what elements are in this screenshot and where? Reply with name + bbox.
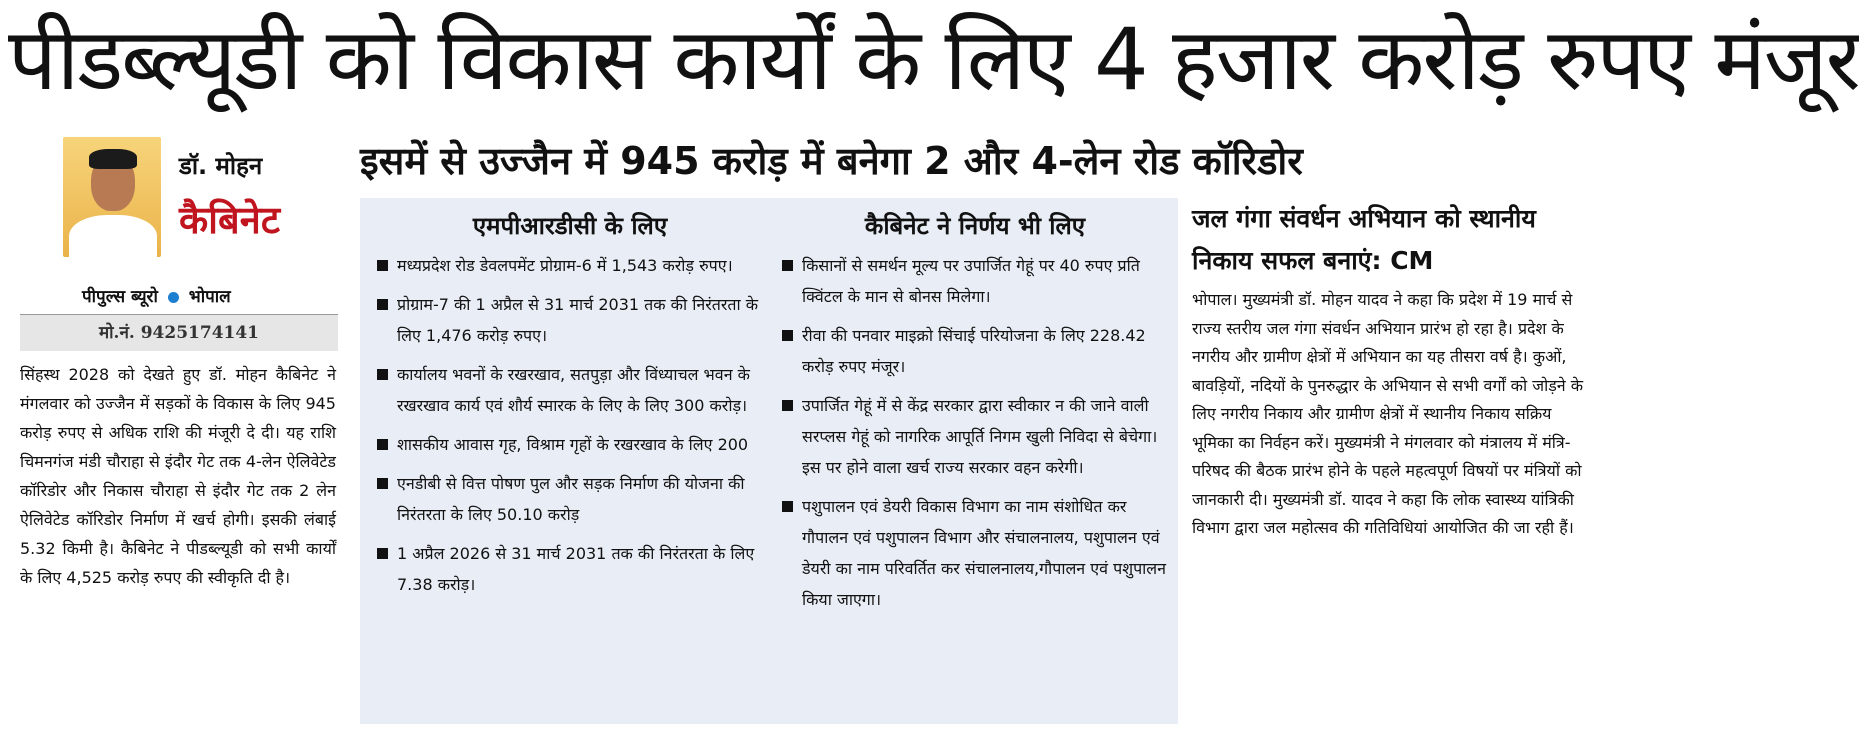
byline-city: भोपाल — [188, 287, 231, 307]
mpdrc-column — [375, 206, 765, 608]
list-item: मध्यप्रदेश रोड डेवलपमेंट प्रोग्राम-6 में 1,543 करोड़ रुपए। — [375, 250, 765, 281]
cabinet-decisions-list — [780, 250, 1170, 615]
cabinet-decisions-title: कैबिनेट ने निर्णय भी लिए — [864, 212, 1086, 240]
list-item: प्रोग्राम-7 की 1 अप्रैल से 31 मार्च 2031 तक की निरंतरता के लिए 1,476 करोड़ रुपए। — [375, 289, 765, 351]
photo-hair — [89, 149, 137, 169]
contact-number: मो.नं. 9425174141 — [20, 314, 338, 351]
cabinet-badge — [45, 135, 330, 263]
left-story-body: सिंहस्थ 2028 को देखते हुए डॉ. मोहन कैबिनेट ने मंगलवार को उज्जैन में सड़कों के विकास के लिए 945 करोड़ रुपए से अधिक राशि की मंजूरी दे दी। यह राशि चिमनगंज मंडी चौराहा से इंदौर गेट तक 4-लेन ऐलिवेटेड कॉरिडोर और निकास चौराहा से इंदौर गेट तक 2 लेन ऐलिवेटेड कॉरिडोर निर्माण में खर्च होगी। इसकी लंबाई 5.32 किमी है। कैबिनेट ने पीडब्ल्यूडी को सभी कार्यों के लिए 4,525 करोड़ रुपए की स्वीकृति दी है। — [20, 365, 337, 587]
mpdrc-title: एमपीआरडीसी के लिए — [472, 212, 668, 240]
badge-section: कैबिनेट — [179, 198, 280, 242]
list-item: कार्यालय भवनों के रखरखाव, सतपुड़ा और विंध्याचल भवन के रखरखाव कार्य एवं शौर्य स्मारक के लिए के लिए 300 करोड़। — [375, 359, 765, 421]
list-item: रीवा की पनवार माइक्रो सिंचाई परियोजना के लिए 228.42 करोड़ रुपए मंजूर। — [780, 320, 1170, 382]
byline-bureau: पीपुल्स ब्यूरो — [82, 287, 158, 307]
list-item: किसानों से समर्थन मूल्य पर उपार्जित गेहूं पर 40 रुपए प्रति क्विंटल के मान से बोनस मिलेगा। — [780, 250, 1170, 312]
list-item: उपार्जित गेहूं में से केंद्र सरकार द्वारा स्वीकार न की जाने वाली सरप्लस गेहूं को नागरिक आपूर्ति निगम खुली निविदा से बेचेगा। इस पर होने वाला खर्च राज्य सरकार वहन करेगी। — [780, 390, 1170, 483]
byline-dot-icon — [168, 292, 179, 303]
byline — [82, 284, 312, 307]
subheadline: इसमें से उज्जैन में 945 करोड़ में बनेगा 2 और 4-लेन रोड कॉरिडोर — [360, 139, 1303, 183]
mpdrc-list — [375, 250, 765, 600]
list-item: 1 अप्रैल 2026 से 31 मार्च 2031 तक की निरंतरता के लिए 7.38 करोड़। — [375, 538, 765, 600]
list-item: शासकीय आवास गृह, विश्राम गृहों के रखरखाव के लिए 200 — [375, 429, 765, 460]
list-item: पशुपालन एवं डेयरी विकास विभाग का नाम संशोधित कर गौपालन एवं पशुपालन विभाग और संचालनालय, पशुपालन एवं डेयरी का नाम परिवर्तित कर संचालनालय,गौपालन एवं पशुपालन किया जाएगा। — [780, 491, 1170, 615]
badge-name: डॉ. मोहन — [179, 152, 263, 180]
right-story-title: जल गंगा संवर्धन अभियान को स्थानीय निकाय सफल बनाएं: CM — [1192, 204, 1536, 275]
cabinet-decisions-column — [780, 206, 1170, 623]
photo-shirt — [69, 215, 157, 263]
list-item: एनडीबी से वित्त पोषण पुल और सड़क निर्माण की योजना की निरंतरता के लिए 50.10 करोड़ — [375, 468, 765, 530]
minister-photo — [63, 137, 161, 257]
right-story-body: भोपाल। मुख्यमंत्री डॉ. मोहन यादव ने कहा कि प्रदेश में 19 मार्च से राज्य स्तरीय जल गंगा संवर्धन अभियान प्रारंभ हो रहा है। प्रदेश के नगरीय और ग्रामीण क्षेत्रों में अभियान का यह तीसरा वर्ष है। कुओं, बावड़ियों, नदियों के पुनरुद्धार के अभियान से सभी वर्गों को जोड़ने के लिए नगरीय निकाय और ग्रामीण क्षेत्रों में स्थानीय निकाय सक्रिय भूमिका का निर्वहन करें। मुख्यमंत्री ने मंगलवार को मंत्रालय में मंत्रि-परिषद की बैठक प्रारंभ होने के पहले महत्वपूर्ण विषयों पर मंत्रियों को जानकारी दी। मुख्यमंत्री डॉ. यादव ने कहा कि लोक स्वास्थ्य यांत्रिकी विभाग द्वारा जल महोत्सव की गतिविधियां आयोजित की जा रही हैं। — [1192, 290, 1584, 537]
headline: पीडब्ल्यूडी को विकास कार्यों के लिए 4 हजार करोड़ रुपए मंजूर — [8, 10, 1859, 110]
